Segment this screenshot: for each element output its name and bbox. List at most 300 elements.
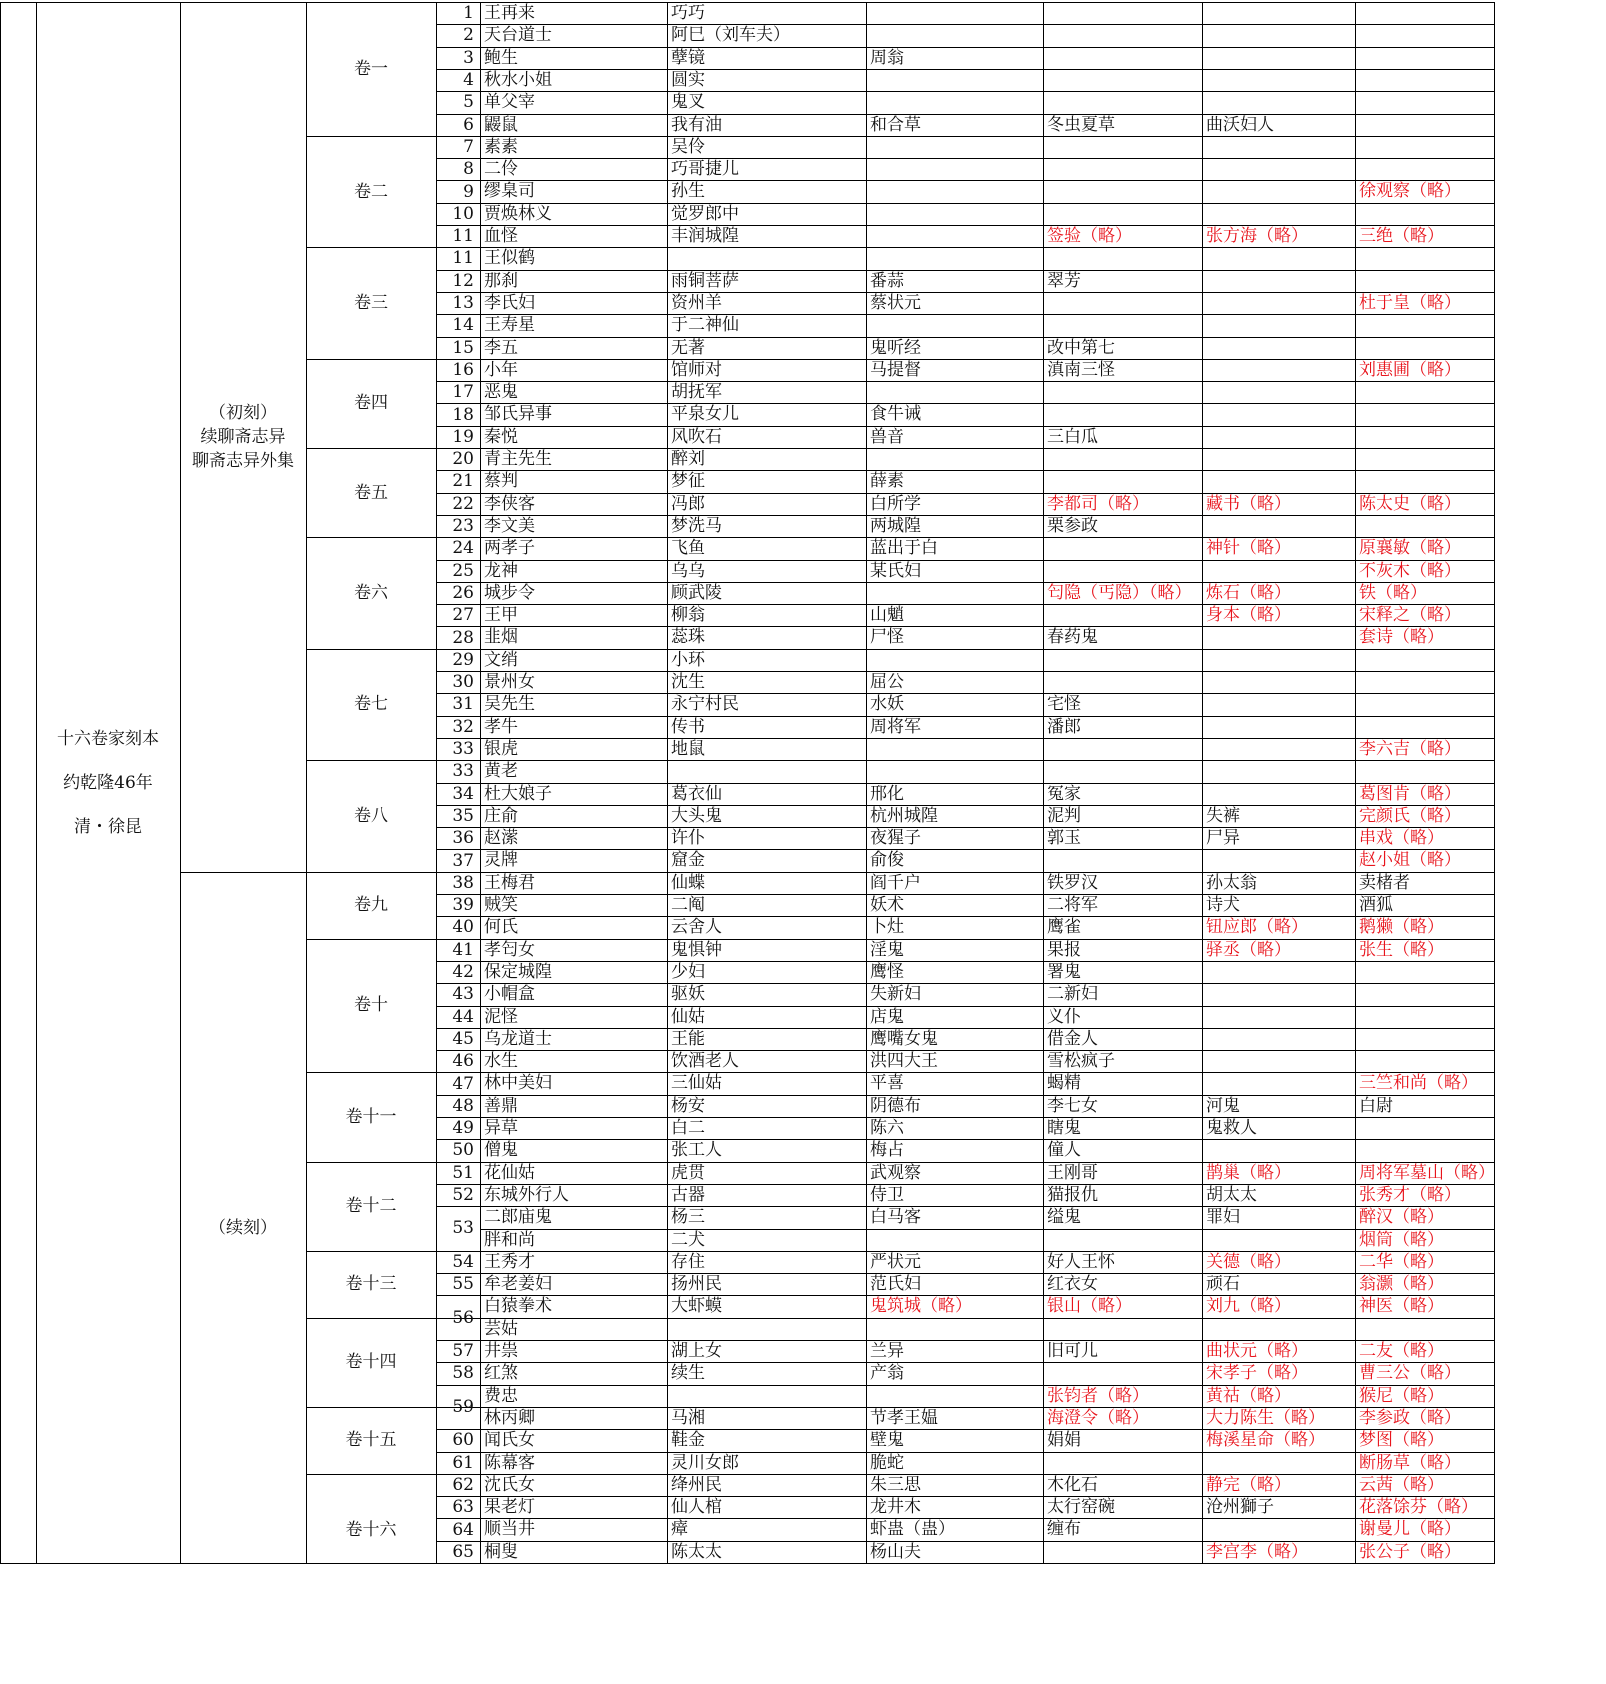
story-title-cell: 阿巳（刘车夫） [671, 25, 790, 46]
story-title-cell: 二郎庙鬼 [484, 1207, 552, 1228]
story-title-cell: 陈太史（略） [1359, 493, 1461, 514]
story-title-cell: 大力陈生（略） [1206, 1407, 1325, 1428]
story-number: 21 [452, 471, 474, 492]
story-title-cell: 东城外行人 [484, 1184, 569, 1205]
story-title-cell: 龙神 [484, 560, 518, 581]
story-number: 43 [452, 984, 474, 1005]
story-title-cell: 雨铜菩萨 [671, 270, 739, 291]
story-title-cell: 地鼠 [671, 738, 705, 759]
story-title-cell: 王能 [671, 1028, 705, 1049]
story-number: 14 [452, 315, 474, 336]
story-title-cell: 白所学 [870, 493, 921, 514]
story-title-cell: 林中美妇 [484, 1073, 552, 1094]
story-title-cell: 何氏 [484, 917, 518, 938]
story-title-cell: 曲状元（略） [1206, 1341, 1308, 1361]
story-number: 26 [452, 582, 474, 603]
story-title-cell: 李文美 [484, 515, 535, 536]
story-title-cell: 巧哥捷儿 [671, 159, 739, 180]
story-title-cell: 小年 [484, 359, 518, 380]
story-title-cell: 窟金 [671, 850, 705, 871]
story-number: 20 [452, 449, 474, 470]
story-title-cell: 乌龙道士 [484, 1028, 552, 1049]
story-title-cell: 仙姑 [671, 1006, 705, 1027]
story-title-cell: 邹氏异事 [484, 404, 552, 425]
volume-label: 卷四 [354, 393, 388, 414]
story-title-cell: 二新妇 [1047, 984, 1098, 1005]
story-title-cell: 天台道士 [484, 25, 552, 46]
story-title-cell: 陈六 [870, 1118, 904, 1138]
story-title-cell: 张钧者（略） [1047, 1385, 1149, 1406]
story-title-cell: 鹅獭（略） [1359, 917, 1444, 938]
story-title-cell: 周将军 [870, 716, 921, 737]
story-title-cell: 两城隍 [870, 515, 921, 536]
story-title-cell: 铁罗汉 [1047, 872, 1098, 893]
story-title-cell: 三白瓜 [1047, 426, 1098, 447]
story-title-cell: 匄隐（丐隐）（略） [1047, 582, 1192, 603]
story-title-cell: 尸怪 [870, 627, 904, 648]
story-title-cell: 缪臬司 [484, 181, 535, 202]
story-number: 57 [452, 1341, 474, 1362]
story-title-cell: 太行窑碗 [1047, 1497, 1115, 1518]
story-title-cell: 河鬼 [1206, 1095, 1240, 1116]
story-title-cell: 娟娟 [1047, 1430, 1081, 1451]
story-title-cell: 王刚哥 [1047, 1162, 1098, 1183]
story-number: 9 [463, 181, 474, 202]
story-title-cell: 蔡判 [484, 471, 518, 492]
story-number: 44 [452, 1006, 474, 1027]
story-title-cell: 柳翁 [671, 605, 705, 626]
story-title-cell: 王梅君 [484, 872, 535, 893]
story-title-cell: 旧可儿 [1047, 1341, 1098, 1361]
story-number: 3 [463, 47, 474, 68]
story-title-cell: 文绡 [484, 649, 518, 670]
story-title-cell: 冬虫夏草 [1047, 114, 1115, 135]
story-number: 40 [452, 917, 474, 938]
story-title-cell: 龙井木 [870, 1497, 921, 1518]
story-title-cell: 酒狐 [1359, 895, 1393, 915]
story-title-cell: 鞋金 [671, 1430, 705, 1451]
story-title-cell: 王秀才 [484, 1251, 535, 1272]
story-title-cell: 贼笑 [484, 895, 518, 915]
story-title-cell: 孝匄女 [484, 939, 535, 960]
story-title-cell: 俞俊 [870, 850, 904, 871]
story-title-cell: 风吹石 [671, 426, 722, 447]
story-title-cell: 保定城隍 [484, 961, 552, 982]
story-title-cell: 张秀才（略） [1359, 1184, 1461, 1205]
story-title-cell: 三绝（略） [1359, 226, 1444, 246]
story-title-cell: 神针（略） [1206, 538, 1291, 559]
story-title-cell: 绛州民 [671, 1474, 722, 1495]
story-title-cell: 吴先生 [484, 694, 535, 715]
story-title-cell: 梦洗马 [671, 515, 722, 536]
story-title-cell: 闻氏女 [484, 1430, 535, 1451]
story-title-cell: 张公子（略） [1359, 1541, 1461, 1562]
collection-title [0, 2, 36, 1563]
story-title-cell: 胡太太 [1206, 1184, 1257, 1205]
story-title-cell: 梦图（略） [1359, 1430, 1444, 1451]
story-title-cell: 赵潆 [484, 828, 518, 849]
story-title-cell: 木化石 [1047, 1474, 1098, 1495]
story-title-cell: 贾焕林义 [484, 203, 552, 224]
story-title-cell: 王寿星 [484, 315, 535, 336]
story-title-cell: 二阄 [671, 895, 705, 915]
story-title-cell: 两孝子 [484, 538, 535, 559]
story-title-cell: 无著 [671, 337, 705, 358]
story-title-cell: 杨山夫 [870, 1541, 921, 1562]
story-number: 55 [452, 1274, 474, 1295]
volume-label: 卷十 [354, 995, 388, 1016]
story-title-cell: 果报 [1047, 939, 1081, 960]
story-title-cell: 存住 [671, 1251, 705, 1272]
group-divider [180, 872, 306, 873]
story-number: 25 [452, 560, 474, 581]
story-title-cell: 鹰怪 [870, 961, 904, 982]
story-title-cell: 宅怪 [1047, 694, 1081, 715]
story-title-cell: 严状元 [870, 1251, 921, 1272]
story-title-cell: 果老灯 [484, 1497, 535, 1518]
story-title-cell: 阎千户 [870, 872, 921, 893]
story-title-cell: 花落馀芬（略） [1359, 1497, 1478, 1518]
story-title-cell: 鬼叉 [671, 92, 705, 113]
story-title-cell: 水妖 [870, 694, 904, 715]
story-number: 24 [452, 538, 474, 559]
story-title-cell: 顺当井 [484, 1519, 535, 1540]
story-title-cell: 胡抚军 [671, 382, 722, 403]
story-title-cell: 续生 [671, 1363, 705, 1384]
story-title-cell: 水生 [484, 1051, 518, 1072]
story-number: 52 [452, 1185, 474, 1206]
story-title-cell: 义仆 [1047, 1006, 1081, 1027]
story-title-cell: 邢化 [870, 783, 904, 804]
story-title-cell: 范氏妇 [870, 1274, 921, 1295]
story-title-cell: 薛素 [870, 471, 904, 492]
edition-author: 清・徐昆 [74, 816, 142, 837]
story-number: 7 [463, 136, 474, 157]
story-title-cell: 猫报仇 [1047, 1184, 1098, 1205]
story-title-cell: 虾蛊（蛊） [870, 1519, 955, 1540]
story-title-cell: 蕊珠 [671, 627, 705, 648]
story-number: 62 [452, 1474, 474, 1495]
story-number: 4 [463, 70, 474, 91]
story-title-cell: 林丙卿 [484, 1407, 535, 1428]
story-title-cell: 烟筒（略） [1359, 1229, 1444, 1250]
story-title-cell: 虎贯 [671, 1162, 705, 1183]
story-title-cell: 醉刘 [671, 449, 705, 469]
story-number: 37 [452, 850, 474, 871]
volume-label: 卷七 [354, 694, 388, 715]
story-number: 34 [452, 783, 474, 804]
story-title-cell: 于二神仙 [671, 315, 739, 336]
story-number: 31 [452, 694, 474, 715]
story-title-cell: 云茜（略） [1359, 1474, 1444, 1495]
story-title-cell: 翠芳 [1047, 270, 1081, 291]
story-title-cell: 潘郎 [1047, 716, 1081, 737]
story-title-cell: 三竺和尚（略） [1359, 1073, 1478, 1094]
story-title-cell: 铁（略） [1359, 582, 1427, 603]
story-title-cell: 孙太翁 [1206, 872, 1257, 893]
story-title-cell: 二将军 [1047, 895, 1098, 915]
volume-label: 卷十二 [345, 1196, 397, 1217]
story-title-cell: 葛衣仙 [671, 783, 722, 804]
story-title-cell: 瞎鬼 [1047, 1118, 1081, 1138]
story-title-cell: 断肠草（略） [1359, 1452, 1461, 1473]
story-title-cell: 善鼎 [484, 1095, 518, 1116]
story-number: 2 [463, 25, 474, 46]
story-title-cell: 鬼听经 [870, 337, 921, 358]
story-title-cell: 蓝出于白 [870, 538, 938, 559]
story-number: 28 [452, 627, 474, 648]
story-title-cell: 李侠客 [484, 493, 535, 514]
story-title-cell: 吴伶 [671, 136, 705, 157]
story-title-cell: 朱三思 [870, 1474, 921, 1495]
story-number: 5 [463, 92, 474, 113]
story-title-cell: 银山（略） [1047, 1296, 1132, 1317]
story-number: 45 [452, 1028, 474, 1049]
story-title-cell: 陈幕客 [484, 1452, 535, 1473]
story-title-cell: 署鬼 [1047, 961, 1081, 982]
story-title-cell: 二华（略） [1359, 1251, 1444, 1272]
story-title-cell: 鲍生 [484, 47, 518, 68]
story-title-cell: 借金人 [1047, 1028, 1098, 1049]
story-title-cell: 原襄敏（略） [1359, 538, 1461, 559]
story-title-cell: 秦悦 [484, 426, 518, 447]
story-number: 22 [452, 493, 474, 514]
story-title-cell: 产翁 [870, 1363, 904, 1384]
story-number: 29 [452, 649, 474, 670]
story-title-cell: 白尉 [1359, 1095, 1393, 1116]
story-number: 36 [452, 828, 474, 849]
story-title-cell: 瘴 [671, 1519, 688, 1540]
story-title-cell: 马提督 [870, 359, 921, 380]
volume-label: 卷十六 [345, 1519, 397, 1540]
story-title-cell: 冤家 [1047, 783, 1081, 804]
story-title-cell: 灵川女郎 [671, 1452, 739, 1473]
story-title-cell: 灵牌 [484, 850, 518, 871]
story-title-cell: 某氏妇 [870, 560, 921, 581]
story-number: 39 [452, 895, 474, 916]
story-title-cell: 壁鬼 [870, 1430, 904, 1451]
story-title-cell: 静完（略） [1206, 1474, 1291, 1495]
story-title-cell: 大虾蟆 [671, 1296, 722, 1317]
story-title-cell: 店鬼 [870, 1006, 904, 1027]
story-title-cell: 白二 [671, 1118, 705, 1138]
story-title-cell: 李宫李（略） [1206, 1541, 1308, 1562]
story-title-cell: 血怪 [484, 226, 518, 246]
story-title-cell: 素素 [484, 136, 518, 157]
story-title-cell: 周翁 [870, 47, 904, 68]
number-divider [436, 1563, 480, 1564]
story-title-cell: 雪松疯子 [1047, 1051, 1115, 1072]
story-title-cell: 驿丞（略） [1206, 939, 1291, 960]
story-title-cell: 鹰嘴女鬼 [870, 1028, 938, 1049]
story-title-cell: 谢曼儿（略） [1359, 1519, 1461, 1540]
story-title-cell: 少妇 [671, 961, 705, 982]
story-title-cell: 食牛诫 [870, 404, 921, 425]
story-title-cell: 洪四大王 [870, 1051, 938, 1072]
story-title-cell: 葛图肯（略） [1359, 783, 1461, 804]
story-number: 33 [452, 761, 474, 782]
story-title-cell: 三仙姑 [671, 1073, 722, 1094]
story-title-cell: 李都司（略） [1047, 493, 1149, 514]
story-title-cell: 节孝王媪 [870, 1407, 938, 1428]
story-title-cell: 孽镜 [671, 47, 705, 68]
story-title-cell: 城步令 [484, 582, 535, 603]
story-title-cell: 鹰雀 [1047, 917, 1081, 938]
story-title-cell: 杭州城隍 [870, 805, 938, 826]
story-title-cell: 杨安 [671, 1095, 705, 1116]
story-title-cell: 乌乌 [671, 560, 705, 581]
story-title-cell: 身本（略） [1206, 605, 1291, 626]
story-title-cell: 孝牛 [484, 716, 518, 737]
story-number: 53 [452, 1218, 474, 1239]
story-title-cell: 那刹 [484, 270, 518, 291]
story-number: 49 [452, 1118, 474, 1139]
story-title-cell: 猴尼（略） [1359, 1385, 1444, 1406]
story-title-cell: 侍卫 [870, 1184, 904, 1205]
story-title-cell: 庄俞 [484, 805, 518, 826]
edition-edition: 十六卷家刻本 [57, 728, 159, 749]
story-title-cell: 栗参政 [1047, 515, 1098, 536]
story-title-cell: 神医（略） [1359, 1296, 1444, 1317]
story-number: 13 [452, 293, 474, 314]
story-title-cell: 梦征 [671, 471, 705, 492]
story-title-cell: 白猿拳术 [484, 1296, 552, 1317]
story-title-cell: 鬼惧钟 [671, 939, 722, 960]
story-number: 58 [452, 1363, 474, 1384]
story-title-cell: 红煞 [484, 1363, 518, 1384]
story-title-cell: 沈氏女 [484, 1474, 535, 1495]
story-title-cell: 冯郎 [671, 493, 705, 514]
story-number: 27 [452, 605, 474, 626]
story-number: 35 [452, 805, 474, 826]
column-divider [1494, 2, 1495, 1563]
story-title-cell: 杜大娘子 [484, 783, 552, 804]
story-title-cell: 馆师对 [671, 359, 722, 380]
story-number: 41 [452, 939, 474, 960]
volume-label: 卷二 [354, 181, 388, 202]
volume-label: 卷八 [354, 805, 388, 826]
story-title-cell: 胖和尚 [484, 1229, 535, 1250]
edition-date: 约乾隆46年 [63, 772, 153, 793]
story-title-cell: 诗犬 [1206, 895, 1240, 915]
story-title-cell: 赵小姐（略） [1359, 850, 1461, 871]
story-title-cell: 周将军墓山（略） [1359, 1162, 1495, 1183]
story-title-cell: 兰异 [870, 1341, 904, 1361]
story-title-cell: 卜灶 [870, 917, 904, 938]
story-number: 46 [452, 1051, 474, 1072]
story-title-cell: 泥判 [1047, 805, 1081, 826]
story-title-cell: 套诗（略） [1359, 627, 1444, 648]
volume-label: 卷一 [354, 58, 388, 79]
story-title-cell: 大头鬼 [671, 805, 722, 826]
story-title-cell: 圆实 [671, 69, 705, 90]
story-title-cell: 芸姑 [484, 1318, 518, 1339]
story-title-cell: 顾武陵 [671, 582, 722, 603]
story-title-cell: 云舍人 [671, 917, 722, 938]
story-title-cell: 僧鬼 [484, 1140, 518, 1161]
story-title-cell: 缢鬼 [1047, 1207, 1081, 1228]
story-number: 11 [452, 248, 474, 269]
story-title-cell: 番蒜 [870, 270, 904, 291]
story-title-cell: 李参政（略） [1359, 1407, 1461, 1428]
story-title-cell: 宋释之（略） [1359, 605, 1461, 626]
story-title-cell: 李五 [484, 337, 518, 358]
story-title-cell: 鹊巢（略） [1206, 1162, 1291, 1183]
story-number: 23 [452, 516, 474, 537]
story-title-cell: 景州女 [484, 672, 535, 692]
story-title-cell: 尸异 [1206, 828, 1240, 849]
story-title-cell: 宋孝子（略） [1206, 1363, 1308, 1384]
story-number: 38 [452, 872, 474, 893]
story-number: 19 [452, 426, 474, 447]
story-title-cell: 觉罗郎中 [671, 203, 739, 224]
story-title-cell: 驱妖 [671, 984, 705, 1005]
story-title-cell: 梅占 [870, 1140, 904, 1161]
story-number: 15 [452, 337, 474, 358]
story-title-cell: 妖术 [870, 895, 904, 915]
story-number: 47 [452, 1073, 474, 1094]
story-title-cell: 白马客 [870, 1207, 921, 1228]
story-title-cell: 孙生 [671, 181, 705, 202]
story-title-cell: 陈太太 [671, 1541, 722, 1562]
story-title-cell: 兽音 [870, 426, 904, 447]
story-title-cell: 失裤 [1206, 805, 1240, 826]
story-title-cell: 巧巧 [671, 3, 705, 23]
story-title-cell: 李氏妇 [484, 292, 535, 313]
story-number: 8 [463, 159, 474, 180]
story-title-cell: 刘惠圃（略） [1359, 359, 1461, 380]
story-title-cell: 二友（略） [1359, 1341, 1444, 1361]
story-title-cell: 二伶 [484, 159, 518, 180]
volume-label: 卷十三 [345, 1274, 397, 1295]
story-title-cell: 李六吉（略） [1359, 738, 1461, 759]
story-title-cell: 许仆 [671, 828, 705, 849]
edition-info [36, 2, 180, 1563]
story-title-cell: 山魈 [870, 605, 904, 626]
story-number: 16 [452, 359, 474, 380]
story-title-cell: 平喜 [870, 1073, 904, 1094]
story-title-cell: 单父宰 [484, 92, 535, 113]
story-title-cell: 鬼筑城（略） [870, 1296, 972, 1317]
story-title-cell: 花仙姑 [484, 1162, 535, 1183]
story-title-cell: 藏书（略） [1206, 493, 1291, 514]
story-title-cell: 秋水小姐 [484, 69, 552, 90]
story-title-cell: 张生（略） [1359, 939, 1444, 960]
story-title-cell: 银虎 [484, 738, 518, 759]
story-title-cell: 鬼救人 [1206, 1118, 1257, 1138]
story-title-cell: 传书 [671, 716, 705, 737]
print-group-label: （续刻） [209, 1218, 277, 1239]
volume-label: 卷五 [354, 482, 388, 503]
story-title-cell: 王再来 [484, 3, 535, 23]
story-number: 30 [452, 672, 474, 693]
story-title-cell: 完颜氏（略） [1359, 805, 1461, 826]
story-title-cell: 我有油 [671, 114, 722, 135]
story-number: 11 [452, 226, 474, 247]
story-title-cell: 资州羊 [671, 292, 722, 313]
story-title-cell: 古器 [671, 1184, 705, 1205]
story-title-cell: 串戏（略） [1359, 828, 1444, 849]
story-title-cell: 黄祜（略） [1206, 1385, 1291, 1406]
story-number: 48 [452, 1095, 474, 1116]
story-title-cell: 仙人棺 [671, 1497, 722, 1518]
story-title-cell: 张方海（略） [1206, 226, 1308, 246]
print-group-label: （初刻） 续聊斋志异 聊斋志异外集 [192, 402, 294, 471]
volume-label: 卷十一 [345, 1106, 397, 1127]
volume-label: 卷六 [354, 582, 388, 603]
story-title-cell: 桐叟 [484, 1541, 518, 1562]
story-title-cell: 鼹鼠 [484, 114, 518, 135]
